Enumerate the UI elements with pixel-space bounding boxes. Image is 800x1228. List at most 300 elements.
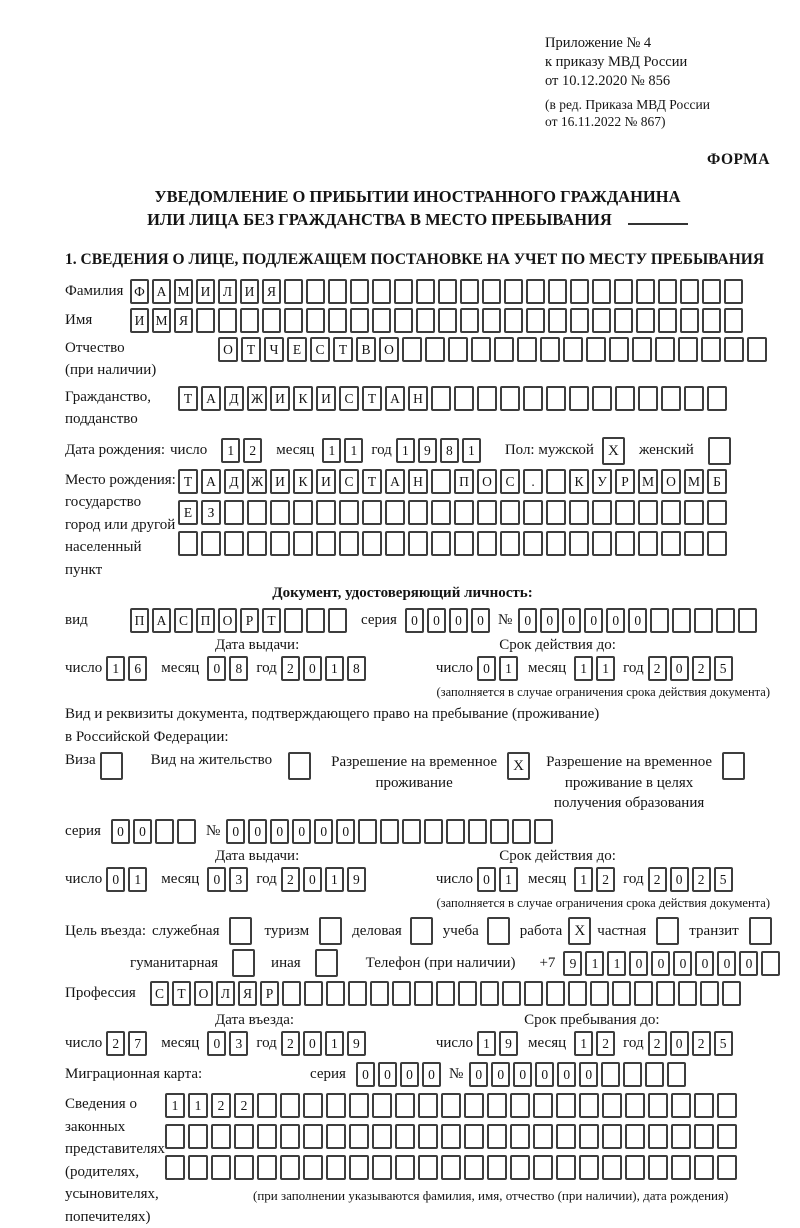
char-cell[interactable]	[602, 1155, 622, 1180]
char-cell[interactable]	[546, 531, 566, 556]
char-cell[interactable]	[257, 1124, 277, 1149]
char-cell[interactable]	[370, 981, 389, 1006]
char-cell[interactable]: 1	[462, 438, 481, 463]
sex-female-checkbox[interactable]	[708, 437, 731, 465]
char-cell[interactable]	[602, 1124, 622, 1149]
char-cell[interactable]: М	[638, 469, 658, 494]
char-cell[interactable]: Д	[224, 469, 244, 494]
char-cell[interactable]	[418, 1155, 438, 1180]
purpose-private-checkbox[interactable]	[656, 917, 679, 945]
purpose-business-checkbox[interactable]	[410, 917, 433, 945]
char-cell[interactable]	[270, 531, 290, 556]
char-cell[interactable]: Т	[362, 386, 382, 411]
char-cell[interactable]: 1	[574, 656, 593, 681]
char-cell[interactable]	[700, 981, 719, 1006]
char-cell[interactable]	[592, 500, 612, 525]
char-cell[interactable]: А	[152, 608, 171, 633]
char-cell[interactable]	[262, 308, 281, 333]
char-cell[interactable]	[284, 608, 303, 633]
char-cell[interactable]	[425, 337, 445, 362]
char-cell[interactable]	[661, 386, 681, 411]
char-cell[interactable]	[592, 279, 611, 304]
char-cell[interactable]: К	[569, 469, 589, 494]
char-cell[interactable]: И	[196, 279, 215, 304]
char-cell[interactable]	[280, 1093, 300, 1118]
char-cell[interactable]	[724, 337, 744, 362]
char-cell[interactable]	[671, 1155, 691, 1180]
char-cell[interactable]: 3	[229, 1031, 248, 1056]
char-cell[interactable]: 0	[226, 819, 245, 844]
char-cell[interactable]: 2	[211, 1093, 231, 1118]
char-cell[interactable]: 1	[477, 1031, 496, 1056]
char-cell[interactable]	[477, 386, 497, 411]
char-cell[interactable]	[165, 1124, 185, 1149]
char-cell[interactable]	[348, 981, 367, 1006]
char-cell[interactable]: Е	[287, 337, 307, 362]
char-cell[interactable]: М	[174, 279, 193, 304]
char-cell[interactable]	[636, 308, 655, 333]
char-cell[interactable]	[438, 279, 457, 304]
char-cell[interactable]: 0	[336, 819, 355, 844]
char-cell[interactable]	[234, 1155, 254, 1180]
char-cell[interactable]: П	[454, 469, 474, 494]
char-cell[interactable]: Е	[178, 500, 198, 525]
char-cell[interactable]: 1	[344, 438, 363, 463]
char-cell[interactable]: 9	[347, 1031, 366, 1056]
char-cell[interactable]	[201, 531, 221, 556]
char-cell[interactable]: .	[523, 469, 543, 494]
char-cell[interactable]: 1	[499, 867, 518, 892]
char-cell[interactable]: 5	[714, 656, 733, 681]
char-cell[interactable]	[372, 279, 391, 304]
char-cell[interactable]	[441, 1093, 461, 1118]
char-cell[interactable]	[592, 308, 611, 333]
char-cell[interactable]	[533, 1093, 553, 1118]
char-cell[interactable]	[416, 308, 435, 333]
char-cell[interactable]	[761, 951, 780, 976]
char-cell[interactable]	[395, 1093, 415, 1118]
char-cell[interactable]	[270, 500, 290, 525]
char-cell[interactable]: 0	[673, 951, 692, 976]
char-cell[interactable]	[500, 531, 520, 556]
char-cell[interactable]: И	[240, 279, 259, 304]
char-cell[interactable]	[402, 337, 422, 362]
char-cell[interactable]	[464, 1124, 484, 1149]
char-cell[interactable]	[684, 386, 704, 411]
char-cell[interactable]: 1	[325, 656, 344, 681]
char-cell[interactable]: 0	[207, 1031, 226, 1056]
char-cell[interactable]	[614, 279, 633, 304]
char-cell[interactable]	[477, 500, 497, 525]
char-cell[interactable]	[570, 308, 589, 333]
char-cell[interactable]	[694, 1093, 714, 1118]
char-cell[interactable]	[569, 531, 589, 556]
char-cell[interactable]	[701, 337, 721, 362]
char-cell[interactable]	[534, 819, 553, 844]
char-cell[interactable]: 0	[579, 1062, 598, 1087]
char-cell[interactable]	[395, 1155, 415, 1180]
char-cell[interactable]: А	[201, 386, 221, 411]
char-cell[interactable]	[257, 1155, 277, 1180]
char-cell[interactable]	[196, 308, 215, 333]
char-cell[interactable]: 5	[714, 1031, 733, 1056]
char-cell[interactable]	[385, 500, 405, 525]
purpose-humanitarian-checkbox[interactable]	[232, 949, 255, 977]
char-cell[interactable]	[702, 279, 721, 304]
char-cell[interactable]	[328, 608, 347, 633]
char-cell[interactable]: П	[196, 608, 215, 633]
char-cell[interactable]	[448, 337, 468, 362]
char-cell[interactable]	[339, 531, 359, 556]
char-cell[interactable]	[224, 531, 244, 556]
char-cell[interactable]: 2	[692, 867, 711, 892]
char-cell[interactable]	[717, 1093, 737, 1118]
char-cell[interactable]	[579, 1093, 599, 1118]
char-cell[interactable]: Д	[224, 386, 244, 411]
char-cell[interactable]	[556, 1155, 576, 1180]
char-cell[interactable]	[546, 981, 565, 1006]
char-cell[interactable]: Ж	[247, 386, 267, 411]
char-cell[interactable]: 1	[574, 867, 593, 892]
char-cell[interactable]	[380, 819, 399, 844]
char-cell[interactable]: 0	[670, 867, 689, 892]
char-cell[interactable]: 7	[128, 1031, 147, 1056]
char-cell[interactable]	[658, 279, 677, 304]
char-cell[interactable]	[707, 386, 727, 411]
char-cell[interactable]	[592, 386, 612, 411]
char-cell[interactable]: 2	[596, 1031, 615, 1056]
char-cell[interactable]: 1	[607, 951, 626, 976]
char-cell[interactable]: Н	[408, 386, 428, 411]
char-cell[interactable]	[177, 819, 196, 844]
char-cell[interactable]	[579, 1155, 599, 1180]
char-cell[interactable]	[667, 1062, 686, 1087]
char-cell[interactable]: А	[201, 469, 221, 494]
char-cell[interactable]: 0	[477, 656, 496, 681]
char-cell[interactable]	[661, 500, 681, 525]
char-cell[interactable]: 0	[562, 608, 581, 633]
char-cell[interactable]	[648, 1093, 668, 1118]
char-cell[interactable]: О	[218, 608, 237, 633]
purpose-study-checkbox[interactable]	[487, 917, 510, 945]
char-cell[interactable]: С	[310, 337, 330, 362]
char-cell[interactable]: О	[379, 337, 399, 362]
char-cell[interactable]	[540, 337, 560, 362]
char-cell[interactable]	[468, 819, 487, 844]
char-cell[interactable]	[480, 981, 499, 1006]
char-cell[interactable]	[724, 279, 743, 304]
char-cell[interactable]	[178, 531, 198, 556]
char-cell[interactable]	[431, 500, 451, 525]
char-cell[interactable]: 2	[648, 867, 667, 892]
char-cell[interactable]	[650, 608, 669, 633]
char-cell[interactable]	[523, 386, 543, 411]
char-cell[interactable]	[303, 1093, 323, 1118]
char-cell[interactable]	[460, 279, 479, 304]
char-cell[interactable]	[568, 981, 587, 1006]
char-cell[interactable]	[632, 337, 652, 362]
char-cell[interactable]: 1	[165, 1093, 185, 1118]
char-cell[interactable]: Н	[408, 469, 428, 494]
char-cell[interactable]	[615, 531, 635, 556]
char-cell[interactable]	[707, 500, 727, 525]
char-cell[interactable]	[504, 308, 523, 333]
char-cell[interactable]: Я	[262, 279, 281, 304]
char-cell[interactable]: 1	[574, 1031, 593, 1056]
char-cell[interactable]	[546, 469, 566, 494]
char-cell[interactable]	[438, 308, 457, 333]
char-cell[interactable]	[431, 531, 451, 556]
char-cell[interactable]	[602, 1093, 622, 1118]
char-cell[interactable]: 0	[535, 1062, 554, 1087]
char-cell[interactable]: О	[477, 469, 497, 494]
char-cell[interactable]: Р	[240, 608, 259, 633]
char-cell[interactable]	[694, 1155, 714, 1180]
char-cell[interactable]	[510, 1155, 530, 1180]
char-cell[interactable]: 1	[106, 656, 125, 681]
char-cell[interactable]: А	[385, 386, 405, 411]
char-cell[interactable]: Ж	[247, 469, 267, 494]
char-cell[interactable]: А	[385, 469, 405, 494]
char-cell[interactable]: 0	[518, 608, 537, 633]
char-cell[interactable]: О	[194, 981, 213, 1006]
char-cell[interactable]	[408, 531, 428, 556]
char-cell[interactable]: 2	[281, 656, 300, 681]
char-cell[interactable]	[612, 981, 631, 1006]
char-cell[interactable]	[293, 531, 313, 556]
char-cell[interactable]	[661, 531, 681, 556]
char-cell[interactable]: И	[270, 469, 290, 494]
char-cell[interactable]	[500, 500, 520, 525]
char-cell[interactable]	[638, 386, 658, 411]
char-cell[interactable]: 1	[221, 438, 240, 463]
char-cell[interactable]	[609, 337, 629, 362]
char-cell[interactable]: Ф	[130, 279, 149, 304]
char-cell[interactable]: 3	[229, 867, 248, 892]
char-cell[interactable]: 0	[270, 819, 289, 844]
char-cell[interactable]	[408, 500, 428, 525]
char-cell[interactable]: С	[174, 608, 193, 633]
char-cell[interactable]	[471, 337, 491, 362]
char-cell[interactable]: 1	[396, 438, 415, 463]
char-cell[interactable]	[482, 279, 501, 304]
char-cell[interactable]	[556, 1093, 576, 1118]
char-cell[interactable]	[548, 308, 567, 333]
char-cell[interactable]: 1	[499, 656, 518, 681]
char-cell[interactable]: 0	[584, 608, 603, 633]
char-cell[interactable]	[494, 337, 514, 362]
char-cell[interactable]: 8	[440, 438, 459, 463]
char-cell[interactable]: 2	[692, 656, 711, 681]
char-cell[interactable]: 2	[596, 867, 615, 892]
char-cell[interactable]: 0	[133, 819, 152, 844]
char-cell[interactable]: М	[152, 308, 171, 333]
char-cell[interactable]	[385, 531, 405, 556]
purpose-other-checkbox[interactable]	[315, 949, 338, 977]
char-cell[interactable]	[636, 279, 655, 304]
char-cell[interactable]: 1	[325, 1031, 344, 1056]
char-cell[interactable]	[680, 279, 699, 304]
char-cell[interactable]	[392, 981, 411, 1006]
char-cell[interactable]	[257, 1093, 277, 1118]
char-cell[interactable]: 0	[106, 867, 125, 892]
char-cell[interactable]	[533, 1155, 553, 1180]
char-cell[interactable]: Б	[707, 469, 727, 494]
char-cell[interactable]	[328, 308, 347, 333]
char-cell[interactable]	[625, 1124, 645, 1149]
char-cell[interactable]	[441, 1124, 461, 1149]
char-cell[interactable]	[280, 1124, 300, 1149]
char-cell[interactable]	[372, 1124, 392, 1149]
char-cell[interactable]: К	[293, 469, 313, 494]
char-cell[interactable]: 0	[477, 867, 496, 892]
char-cell[interactable]: К	[293, 386, 313, 411]
char-cell[interactable]: С	[339, 386, 359, 411]
char-cell[interactable]	[284, 308, 303, 333]
char-cell[interactable]: 0	[540, 608, 559, 633]
char-cell[interactable]	[349, 1093, 369, 1118]
char-cell[interactable]	[717, 1155, 737, 1180]
char-cell[interactable]: 0	[670, 656, 689, 681]
char-cell[interactable]	[395, 1124, 415, 1149]
char-cell[interactable]: 0	[400, 1062, 419, 1087]
char-cell[interactable]	[722, 981, 741, 1006]
char-cell[interactable]: 0	[378, 1062, 397, 1087]
char-cell[interactable]: Я	[238, 981, 257, 1006]
char-cell[interactable]	[556, 1124, 576, 1149]
char-cell[interactable]	[490, 819, 509, 844]
char-cell[interactable]	[441, 1155, 461, 1180]
char-cell[interactable]: И	[316, 469, 336, 494]
char-cell[interactable]	[458, 981, 477, 1006]
char-cell[interactable]: 2	[234, 1093, 254, 1118]
char-cell[interactable]: 0	[471, 608, 490, 633]
char-cell[interactable]	[339, 500, 359, 525]
char-cell[interactable]: 0	[303, 867, 322, 892]
char-cell[interactable]: У	[592, 469, 612, 494]
char-cell[interactable]	[362, 531, 382, 556]
char-cell[interactable]	[414, 981, 433, 1006]
char-cell[interactable]	[372, 308, 391, 333]
char-cell[interactable]: 0	[303, 656, 322, 681]
char-cell[interactable]	[418, 1093, 438, 1118]
char-cell[interactable]	[569, 386, 589, 411]
char-cell[interactable]	[678, 337, 698, 362]
char-cell[interactable]: 9	[347, 867, 366, 892]
char-cell[interactable]	[240, 308, 259, 333]
char-cell[interactable]: С	[339, 469, 359, 494]
purpose-tourism-checkbox[interactable]	[319, 917, 342, 945]
char-cell[interactable]	[655, 337, 675, 362]
char-cell[interactable]	[362, 500, 382, 525]
char-cell[interactable]: З	[201, 500, 221, 525]
char-cell[interactable]	[304, 981, 323, 1006]
char-cell[interactable]: 1	[325, 867, 344, 892]
char-cell[interactable]	[280, 1155, 300, 1180]
char-cell[interactable]: 1	[585, 951, 604, 976]
purpose-transit-checkbox[interactable]	[749, 917, 772, 945]
char-cell[interactable]	[464, 1155, 484, 1180]
char-cell[interactable]: 2	[281, 1031, 300, 1056]
char-cell[interactable]	[349, 1124, 369, 1149]
char-cell[interactable]	[614, 308, 633, 333]
char-cell[interactable]	[634, 981, 653, 1006]
char-cell[interactable]: 0	[513, 1062, 532, 1087]
char-cell[interactable]	[188, 1124, 208, 1149]
char-cell[interactable]: 2	[692, 1031, 711, 1056]
char-cell[interactable]: 0	[405, 608, 424, 633]
char-cell[interactable]	[523, 500, 543, 525]
char-cell[interactable]: 0	[314, 819, 333, 844]
char-cell[interactable]	[416, 279, 435, 304]
char-cell[interactable]	[431, 386, 451, 411]
char-cell[interactable]	[155, 819, 174, 844]
char-cell[interactable]: 0	[422, 1062, 441, 1087]
char-cell[interactable]: Т	[178, 469, 198, 494]
char-cell[interactable]: Л	[216, 981, 235, 1006]
char-cell[interactable]	[512, 819, 531, 844]
char-cell[interactable]	[326, 1093, 346, 1118]
char-cell[interactable]	[563, 337, 583, 362]
char-cell[interactable]	[303, 1155, 323, 1180]
char-cell[interactable]	[326, 1124, 346, 1149]
char-cell[interactable]	[638, 500, 658, 525]
char-cell[interactable]	[482, 308, 501, 333]
char-cell[interactable]: 2	[648, 1031, 667, 1056]
char-cell[interactable]: А	[152, 279, 171, 304]
char-cell[interactable]	[436, 981, 455, 1006]
char-cell[interactable]: Т	[172, 981, 191, 1006]
char-cell[interactable]: Р	[615, 469, 635, 494]
char-cell[interactable]	[510, 1124, 530, 1149]
char-cell[interactable]	[526, 308, 545, 333]
char-cell[interactable]: 2	[243, 438, 262, 463]
char-cell[interactable]	[586, 337, 606, 362]
char-cell[interactable]: 2	[648, 656, 667, 681]
char-cell[interactable]	[326, 981, 345, 1006]
char-cell[interactable]	[316, 500, 336, 525]
edu-permit-checkbox[interactable]	[722, 752, 745, 780]
char-cell[interactable]	[747, 337, 767, 362]
char-cell[interactable]	[694, 608, 713, 633]
char-cell[interactable]	[394, 308, 413, 333]
char-cell[interactable]: Ч	[264, 337, 284, 362]
char-cell[interactable]	[328, 279, 347, 304]
char-cell[interactable]: 0	[207, 656, 226, 681]
visa-checkbox[interactable]	[100, 752, 123, 780]
char-cell[interactable]	[431, 469, 451, 494]
char-cell[interactable]	[716, 608, 735, 633]
char-cell[interactable]: 1	[188, 1093, 208, 1118]
char-cell[interactable]: 9	[499, 1031, 518, 1056]
char-cell[interactable]	[523, 531, 543, 556]
char-cell[interactable]: 1	[596, 656, 615, 681]
char-cell[interactable]	[306, 308, 325, 333]
char-cell[interactable]: 0	[292, 819, 311, 844]
char-cell[interactable]	[500, 386, 520, 411]
char-cell[interactable]	[569, 500, 589, 525]
char-cell[interactable]: М	[684, 469, 704, 494]
char-cell[interactable]: 0	[449, 608, 468, 633]
char-cell[interactable]	[234, 1124, 254, 1149]
char-cell[interactable]	[247, 500, 267, 525]
char-cell[interactable]: 0	[303, 1031, 322, 1056]
char-cell[interactable]	[402, 819, 421, 844]
char-cell[interactable]	[645, 1062, 664, 1087]
char-cell[interactable]	[680, 308, 699, 333]
char-cell[interactable]: 9	[418, 438, 437, 463]
char-cell[interactable]	[306, 608, 325, 633]
